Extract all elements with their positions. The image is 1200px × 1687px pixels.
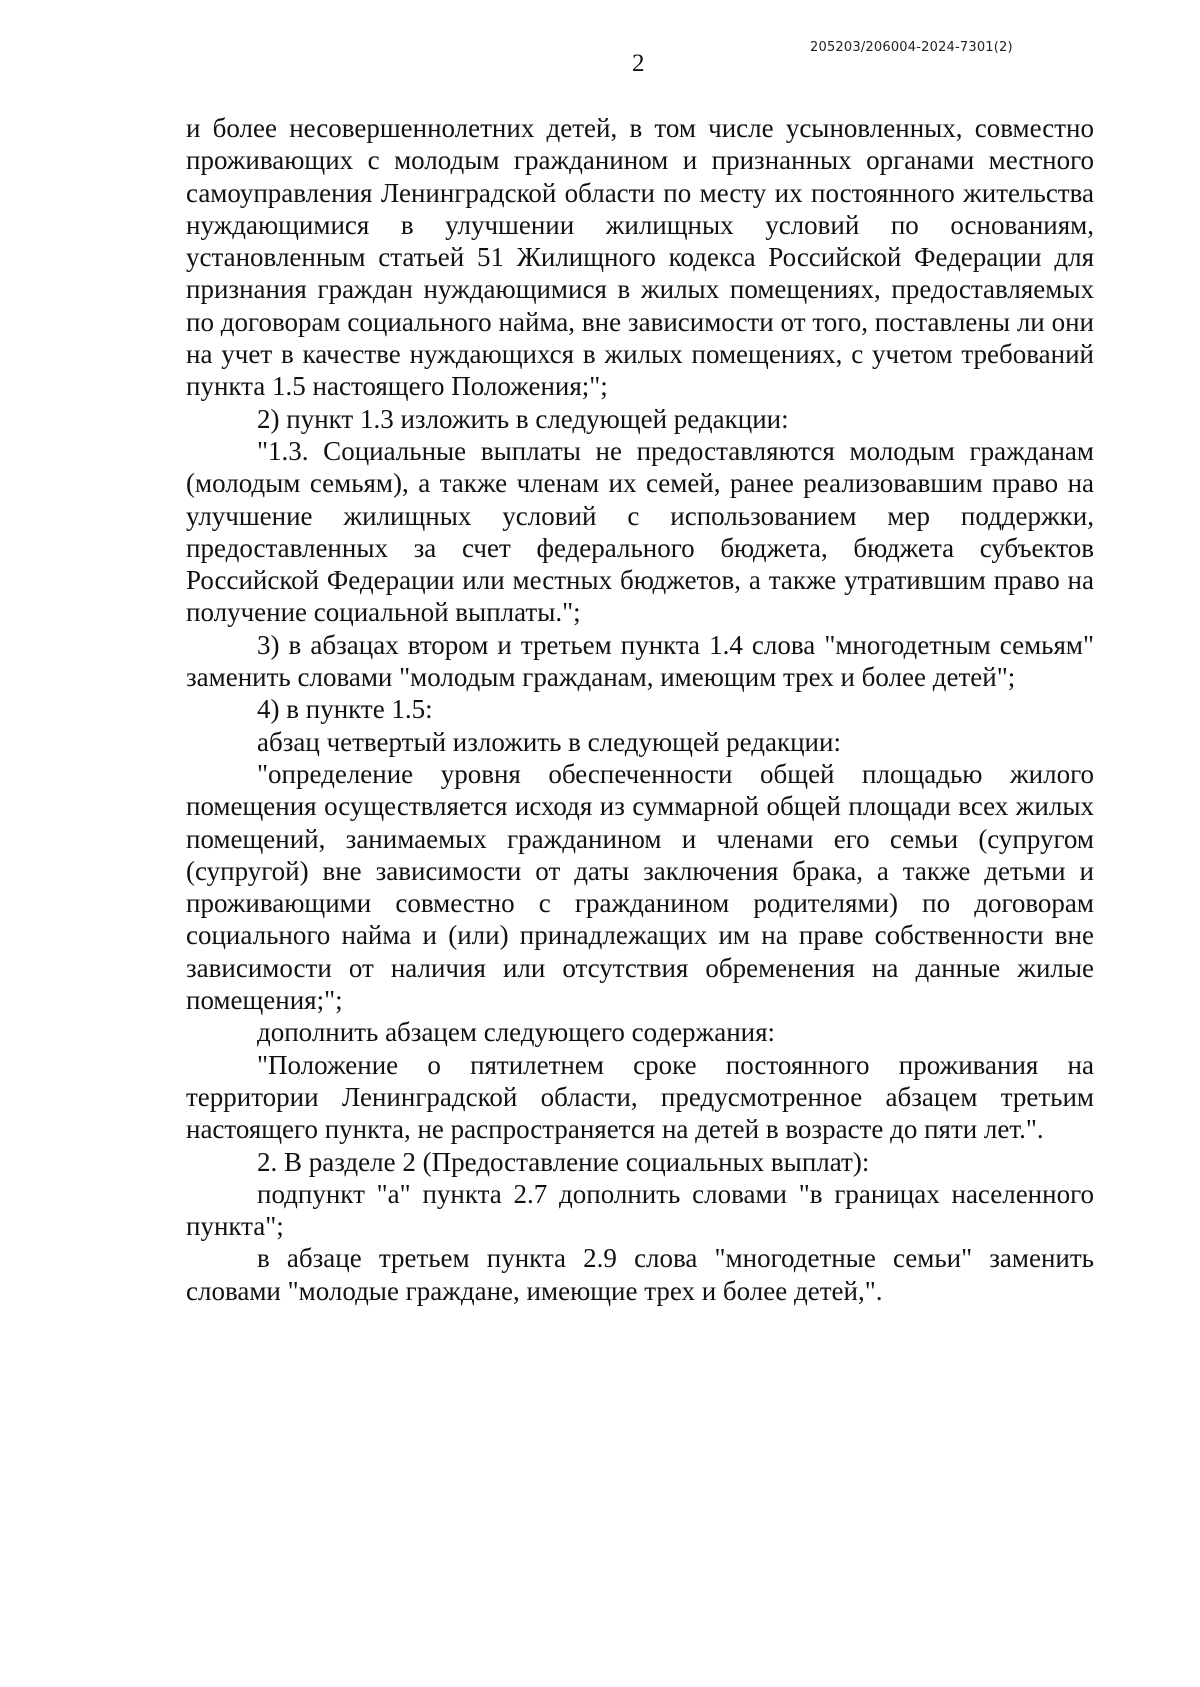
paragraph-abzac-four: абзац четвертый изложить в следующей редакции: [257, 726, 841, 757]
paragraph-quote-housing-area: "определение уровня обеспеченности общей площадью жилого помещения осуществляется исходя из суммарной общей площади всех жилых помещений, занимаемых гражданином и членами его семьи (супругом (супругой) вне зависимости от даты заключения брака, а также детьми и проживающими совместно с гражданином родителями) по договорам социального найма и (или) принадлежащих им на праве собственности вне зависимости от наличия или отсутствия обременения на данные жилые помещения;"; [186, 758, 1094, 1016]
paragraph-section-2: 2. В разделе 2 (Предоставление социальных выплат): [257, 1146, 870, 1177]
paragraph-item-3: 3) в абзацах втором и третьем пункта 1.4 слова "многодетным семьям" заменить словами "молодым гражданам, имеющим трех и более детей"; [186, 629, 1094, 693]
page-number: 2 [632, 50, 645, 77]
paragraph-add-abzac: дополнить абзацем следующего содержания: [257, 1017, 776, 1048]
document-registration-number: 205203/206004-2024-7301(2) [810, 40, 1013, 55]
paragraph-subitem-2-7: подпункт "а" пункта 2.7 дополнить словами "в границах населенного пункта"; [186, 1178, 1094, 1242]
document-body [186, 112, 1094, 1307]
paragraph-item-2-9: в абзаце третьем пункта 2.9 слова "многодетные семьи" заменить словами "молодые граждане, имеющие трех и более детей,". [186, 1243, 1094, 1306]
paragraph-quote-1-3: "1.3. Социальные выплаты не предоставляются молодым гражданам (молодым семьям), а также членам их семей, ранее реализовавшим право на улучшение жилищных условий с использованием мер поддержки, предоставленных за счет федерального бюджета, бюджета субъектов Российской Федерации или местных бюджетов, а также утратившим право на получение социальной выплаты."; [186, 435, 1094, 628]
paragraph-item-4: 4) в пункте 1.5: [257, 694, 433, 725]
paragraph-item-2: 2) пункт 1.3 изложить в следующей редакции: [257, 403, 789, 434]
paragraph-quote-five-years: "Положение о пятилетнем сроке постоянного проживания на территории Ленинградской области, предусмотренное абзацем третьим настоящего пункта, не распространяется на детей в возрасте до пяти лет.". [186, 1049, 1094, 1145]
paragraph-continuation: и более несовершеннолетних детей, в том числе усыновленных, совместно проживающих с молодым гражданином и признанных органами местного самоуправления Ленинградской области по месту их постоянного жительства нуждающимися в улучшении жилищных условий по основаниям, установленным статьей 51 Жилищного кодекса Российской Федерации для признания граждан нуждающимися в жилых помещениях, предоставляемых по договорам социального найма, вне зависимости от того, поставлены ли они на учет в качестве нуждающихся в жилых помещениях, с учетом требований пункта 1.5 настоящего Положения;"; [186, 113, 1094, 402]
